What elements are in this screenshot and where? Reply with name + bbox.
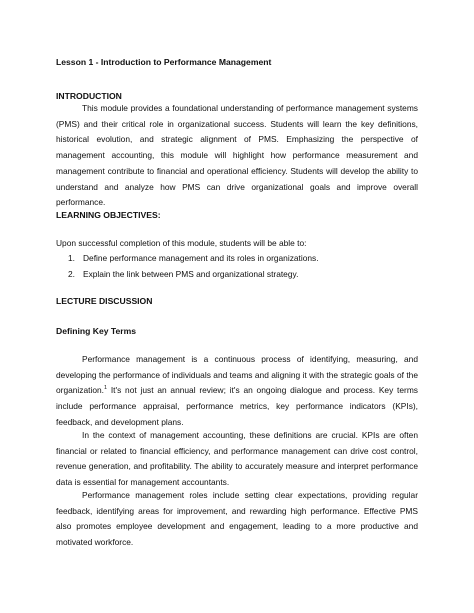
learning-objectives-intro: Upon successful completion of this module, students will be able to: (56, 238, 307, 248)
list-item-number: 1. (68, 253, 75, 263)
learning-objectives-list (56, 251, 418, 282)
lecture-discussion-heading: LECTURE DISCUSSION (56, 296, 153, 306)
list-item-text: Define performance management and its roles in organizations. (83, 253, 319, 263)
lecture-paragraph-1-part-1: Performance management is a continuous process of identifying, measuring, and developing the performance of individuals and teams and aligning it with the strategic goals of the organization. (56, 354, 418, 396)
lecture-paragraph-1 (56, 352, 418, 431)
list-item (56, 251, 418, 267)
introduction-paragraph: This module provides a foundational understanding of performance management systems (PMS) and their critical role in organizational success. Students will learn the key definitions, historical evolution, and strategic alignment of PMS. Emphasizing the perspective of management accounting, this module will highlight how performance measurement and management contribute to financial and operational efficiency. Students will develop the ability to understand and analyze how PMS can drive organizational goals and improve overall performance. (56, 103, 418, 208)
lecture-paragraph-2: In the context of management accounting, these definitions are crucial. KPIs are often financial or related to financial efficiency, and performance management can drive cost control, revenue generation, and profitability. The ability to accurately measure and interpret performance data is essential for management accountants. (56, 430, 418, 488)
learning-objectives-heading: LEARNING OBJECTIVES: (56, 210, 161, 220)
lesson-title: Lesson 1 - Introduction to Performance Management (56, 57, 272, 67)
lecture-paragraph-1-part-2: It's not just an annual review; it's an ongoing dialogue and process. Key terms include performance appraisal, performance metrics, key performance indicators (KPIs), feedback, and development plans. (56, 385, 418, 427)
footnote-marker[interactable]: 1 (103, 385, 108, 392)
lecture-paragraph-3: Performance management roles include setting clear expectations, providing regular feedback, identifying areas for improvement, and rewarding high performance. Effective PMS also promotes employee development and engagement, leading to a more productive and motivated workforce. (56, 490, 418, 548)
list-item (56, 267, 418, 283)
list-item-text: Explain the link between PMS and organizational strategy. (83, 268, 299, 279)
list-item-number: 2. (68, 268, 75, 279)
defining-key-terms-subheading: Defining Key Terms (56, 326, 137, 336)
introduction-heading: INTRODUCTION (56, 91, 122, 101)
